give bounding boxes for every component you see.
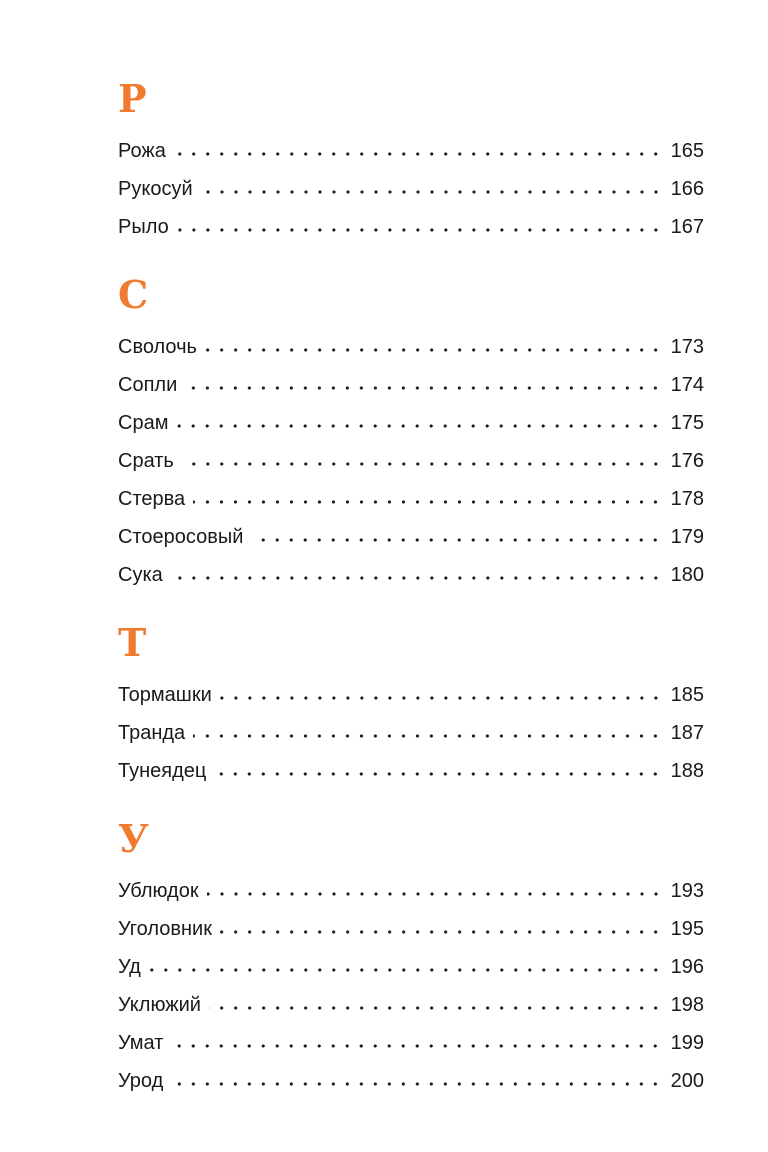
toc-entry[interactable] [118,676,704,714]
dot-leader [149,968,663,972]
entry-page-number: 166 [670,178,704,200]
dot-leader [193,734,662,738]
toc-entry[interactable] [118,208,704,246]
entry-page-number: 193 [670,880,704,902]
toc-entry[interactable] [118,948,704,986]
entry-page-number: 165 [670,140,704,162]
toc-entry[interactable] [118,366,704,404]
entry-title: Уголовник [118,918,212,940]
toc-entry[interactable] [118,518,704,556]
entry-title: Транда [118,722,186,744]
entry-page-number: 175 [670,412,704,434]
dot-leader [174,152,663,156]
toc-section-u [118,818,704,1100]
entry-title: Срать [118,450,174,472]
entry-title: Рыло [118,216,169,238]
entry-page-number: 200 [670,1070,704,1092]
entry-page-number: 178 [670,488,704,510]
entry-title: Тунеядец [118,760,207,782]
entry-title: Сволочь [118,336,197,358]
entry-title: Срам [118,412,169,434]
dot-leader [251,538,662,542]
entry-page-number: 198 [670,994,704,1016]
dot-leader [185,386,662,390]
entry-page-number: 195 [670,918,704,940]
entry-page-number: 176 [670,450,704,472]
entry-page-number: 179 [670,526,704,548]
toc-entry[interactable] [118,872,704,910]
entry-title: Рукосуй [118,178,193,200]
dot-leader [205,348,663,352]
section-letter: У [118,816,149,861]
entry-page-number: 196 [670,956,704,978]
entry-page-number: 185 [670,684,704,706]
entry-title: Стерва [118,488,186,510]
entry-title: Стоеросовый [118,526,244,548]
entry-title: Тормашки [118,684,212,706]
entry-page-number: 188 [670,760,704,782]
dot-leader [209,1006,663,1010]
entry-title: Сука [118,564,163,586]
toc-entry[interactable] [118,132,704,170]
toc-section-s [118,274,704,594]
dot-leader [220,930,663,934]
toc-entry[interactable] [118,556,704,594]
dot-leader [193,500,662,504]
entry-title: Уклюжий [118,994,201,1016]
entry-page-number: 199 [670,1032,704,1054]
dot-leader [171,1082,662,1086]
entry-title: Уд [118,956,141,978]
dot-leader [201,190,663,194]
toc-entry[interactable] [118,986,704,1024]
toc-entry[interactable] [118,1024,704,1062]
section-letter: Т [118,620,147,665]
dot-leader [171,1044,662,1048]
toc-entry[interactable] [118,480,704,518]
section-letter: С [118,272,149,317]
dot-leader [182,462,663,466]
entry-page-number: 187 [670,722,704,744]
dot-leader [171,576,663,580]
dot-leader [177,228,663,232]
toc-entry[interactable] [118,752,704,790]
entry-page-number: 167 [670,216,704,238]
entry-title: Сопли [118,374,178,396]
dot-leader [207,892,663,896]
entry-title: Урод [118,1070,164,1092]
toc-section-r [118,78,704,246]
dot-leader [214,772,662,776]
entry-title: Рожа [118,140,166,162]
toc-entry[interactable] [118,910,704,948]
toc-entry[interactable] [118,1062,704,1100]
section-letter: Р [118,76,147,121]
toc-entry[interactable] [118,328,704,366]
entry-title: Ублюдок [118,880,199,902]
entry-page-number: 180 [670,564,704,586]
entry-page-number: 173 [670,336,704,358]
dot-leader [220,696,663,700]
table-of-contents [118,78,704,1100]
dot-leader [176,424,662,428]
entry-page-number: 174 [670,374,704,396]
toc-entry[interactable] [118,170,704,208]
toc-entry[interactable] [118,404,704,442]
entry-title: Умат [118,1032,164,1054]
toc-entry[interactable] [118,714,704,752]
toc-entry[interactable] [118,442,704,480]
toc-section-t [118,622,704,790]
